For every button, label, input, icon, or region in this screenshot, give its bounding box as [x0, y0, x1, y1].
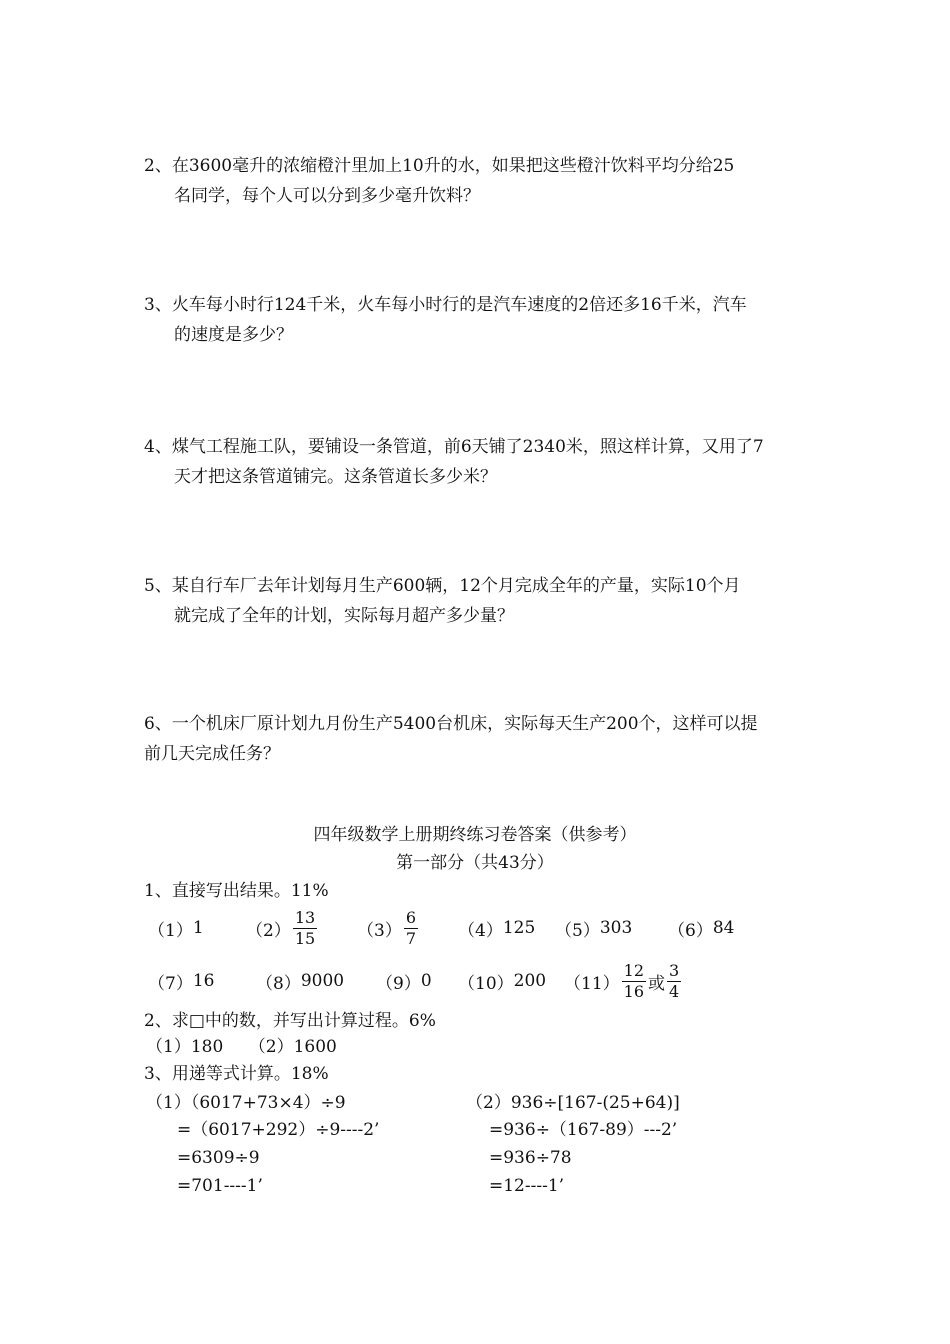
- answer-label: （7）: [148, 973, 193, 994]
- answer-label: （8）: [256, 973, 301, 994]
- answer-value: 16: [192, 971, 215, 991]
- calc-line: （1）（6017+73×4）÷9: [146, 1093, 346, 1113]
- answer-item: [458, 903, 535, 953]
- question-2: [144, 151, 810, 211]
- question-4: [144, 432, 810, 492]
- section2-heading: 2、求□中的数，并写出计算过程。6%: [144, 1011, 436, 1031]
- answer-item: [148, 903, 204, 953]
- question-text: 就完成了全年的计划，实际每月超产多少量？: [174, 606, 514, 626]
- numerator: 6: [405, 907, 417, 927]
- answer-label: （3）: [357, 920, 402, 941]
- question-3: [144, 290, 810, 350]
- answer-value: 9000: [300, 971, 345, 991]
- answer-label: （1）: [148, 920, 193, 941]
- calc-line: =6309÷9: [177, 1148, 260, 1168]
- fraction: [404, 908, 418, 949]
- question-text: 3、火车每小时行124千米，火车每小时行的是汽车速度的2倍还多16千米，汽车: [144, 295, 747, 315]
- question-text: 6、一个机床厂原计划九月份生产5400台机床，实际每天生产200个，这样可以提: [144, 714, 758, 734]
- answer-item: [668, 903, 734, 953]
- question-text: 5、某自行车厂去年计划每月生产600辆，12个月完成全年的产量，实际10个月: [144, 576, 741, 596]
- calc-line: =936÷78: [489, 1148, 572, 1168]
- question-5: [144, 571, 810, 631]
- answer-label: （9）: [376, 973, 421, 994]
- answer-item: [555, 903, 632, 953]
- or-word: 或: [648, 973, 665, 994]
- answer-item: [148, 956, 214, 1006]
- denominator: 16: [623, 981, 644, 1001]
- answer-item: [357, 903, 420, 953]
- answer-value: 1: [192, 918, 204, 938]
- section2-answers: （1）180 （2）1600: [146, 1037, 337, 1057]
- answer-item: [376, 956, 432, 1006]
- calc-line: =936÷（167-89）---2’: [489, 1120, 678, 1140]
- answer-value: 303: [599, 918, 633, 938]
- fraction: [293, 908, 317, 949]
- question-text: 天才把这条管道铺完。这条管道长多少米？: [174, 467, 497, 487]
- fraction: [622, 961, 646, 1002]
- question-text: 名同学，每个人可以分到多少毫升饮料？: [174, 186, 480, 206]
- section1-heading: 1、直接写出结果。11%: [144, 881, 329, 901]
- answer-label: （5）: [555, 920, 600, 941]
- calc-line: =701----1’: [177, 1176, 263, 1196]
- question-text: 4、煤气工程施工队，要铺设一条管道，前6天铺了2340米，照这样计算，又用了7: [144, 437, 764, 457]
- calc-line: =12----1’: [489, 1176, 565, 1196]
- answer-item: [246, 903, 319, 953]
- question-6: [144, 709, 810, 769]
- denominator: 7: [405, 928, 417, 948]
- answer-value: 0: [420, 971, 432, 991]
- answer-value: 200: [513, 971, 547, 991]
- question-text: 前几天完成任务？: [144, 744, 280, 764]
- answer-item: [458, 956, 546, 1006]
- answer-value: 84: [712, 918, 735, 938]
- answer-item: [256, 956, 344, 1006]
- part-title: 第一部分（共43分）: [396, 853, 554, 873]
- answer-value: 125: [502, 918, 536, 938]
- answer-item: [564, 956, 683, 1006]
- fraction: [667, 961, 681, 1002]
- section3-heading: 3、用递等式计算。18%: [144, 1064, 329, 1084]
- answer-title: 四年级数学上册期终练习卷答案（供参考）: [313, 825, 637, 845]
- question-text: 2、在3600毫升的浓缩橙汁里加上10升的水，如果把这些橙汁饮料平均分给25: [144, 156, 735, 176]
- answer-label: （2）: [246, 920, 291, 941]
- calc-line: =（6017+292）÷9----2’: [177, 1120, 380, 1140]
- answer-label: （11）: [564, 973, 620, 994]
- question-text: 的速度是多少？: [174, 325, 293, 345]
- denominator: 15: [294, 928, 316, 948]
- numerator: 12: [623, 960, 644, 980]
- answer-label: （10）: [458, 973, 514, 994]
- answer-label: （6）: [668, 920, 713, 941]
- numerator: 3: [669, 960, 680, 980]
- answer-label: （4）: [458, 920, 503, 941]
- calc-line: （2）936÷[167-(25+64)]: [466, 1093, 680, 1113]
- numerator: 13: [294, 907, 316, 927]
- denominator: 4: [669, 981, 680, 1001]
